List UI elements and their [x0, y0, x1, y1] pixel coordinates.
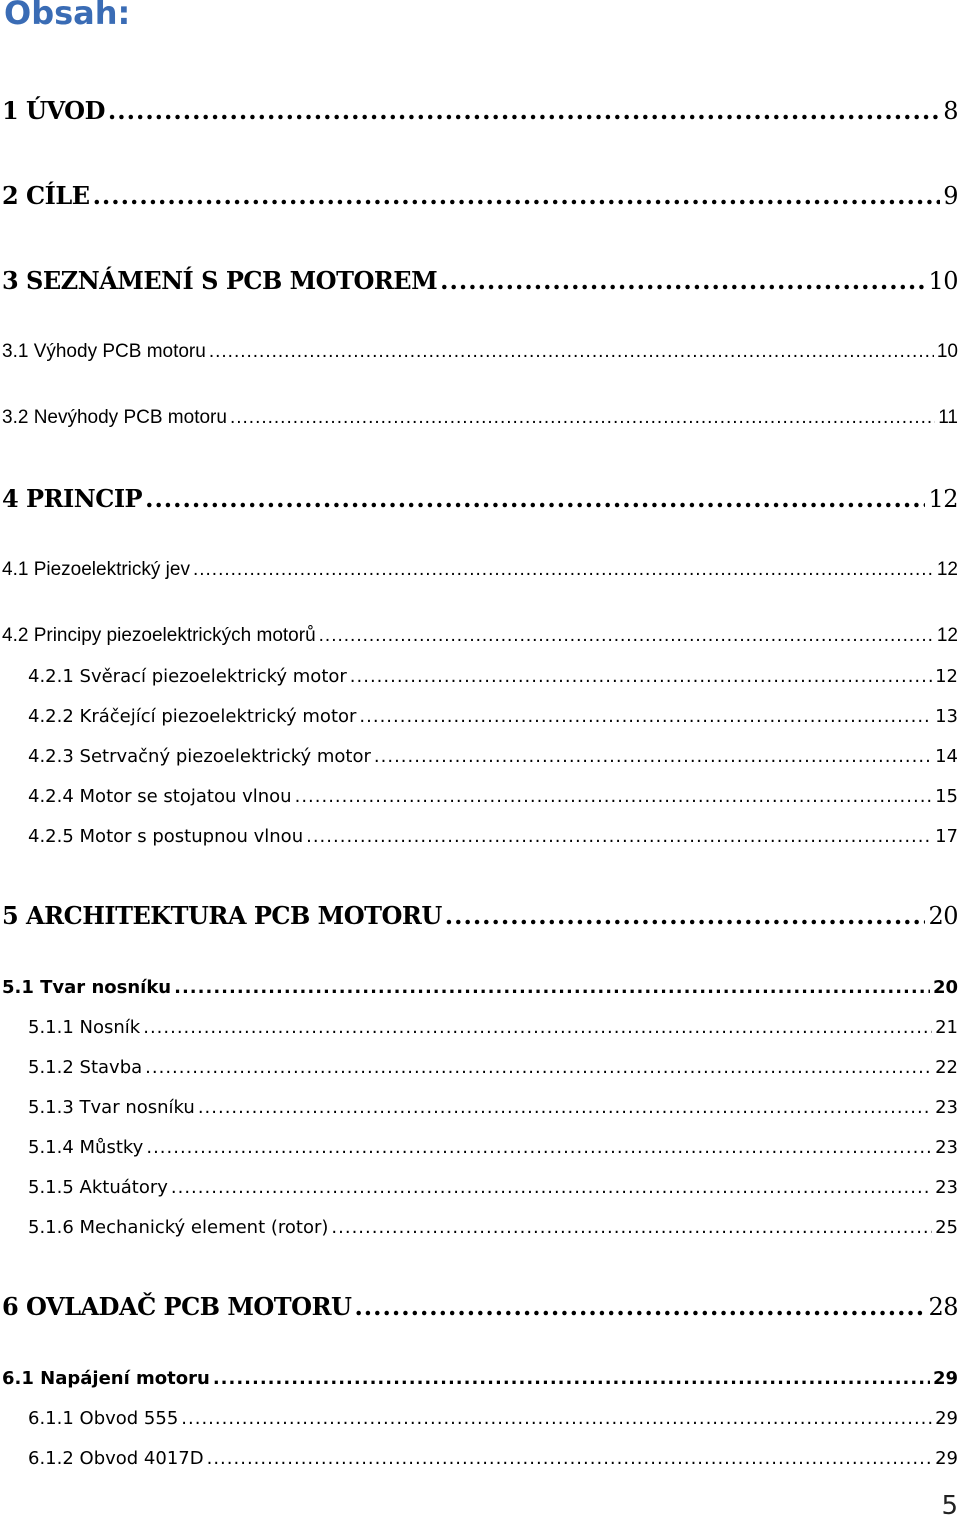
toc-entry-ovladac[interactable] [2, 1292, 958, 1321]
toc-entry-page: 29 [935, 1448, 958, 1469]
toc-entry-nevyhody[interactable] [2, 407, 958, 429]
toc-entry-princip[interactable] [2, 484, 958, 513]
toc-entry-label: 5.1 Tvar nosníku [2, 977, 172, 998]
toc-entry-page: 25 [935, 1217, 958, 1238]
toc-leader-dots [174, 977, 930, 998]
toc-entry-label: 6.1.2 Obvod 4017D [28, 1448, 204, 1469]
toc-leader-dots [359, 706, 932, 727]
toc-leader-dots [143, 1017, 932, 1038]
toc-entry-label: 4.2.1 Svěrací piezoelektrický motor [28, 666, 347, 687]
toc-leader-dots [145, 1057, 932, 1078]
toc-entry-piezo-jev[interactable] [2, 559, 958, 581]
toc-entry-label: 4.2.4 Motor se stojatou vlnou [28, 786, 292, 807]
toc-leader-dots [93, 181, 941, 210]
toc-entry-rotor[interactable] [28, 1217, 958, 1238]
toc-entry-kracejici[interactable] [28, 706, 958, 727]
toc-entry-stavba[interactable] [28, 1057, 958, 1078]
toc-entry-label: 6 OVLADAČ PCB MOTORU [2, 1292, 352, 1321]
toc-entry-vyhody[interactable] [2, 341, 958, 363]
toc-entry-page: 23 [935, 1137, 958, 1158]
toc-entry-page: 12 [935, 666, 958, 687]
toc-entry-label: 4 PRINCIP [2, 484, 143, 513]
toc-heading: Obsah: [4, 0, 131, 32]
toc-leader-dots [146, 1137, 932, 1158]
toc-entry-label: 5.1.6 Mechanický element (rotor) [28, 1217, 329, 1238]
toc-entry-label: 3.2 Nevýhody PCB motoru [2, 407, 227, 428]
toc-leader-dots [198, 1097, 932, 1118]
toc-entry-nosnik[interactable] [28, 1017, 958, 1038]
toc-leader-dots [319, 625, 934, 647]
toc-leader-dots [440, 266, 925, 295]
toc-leader-dots [374, 746, 932, 767]
toc-entry-seznameni[interactable] [2, 266, 958, 295]
toc-entry-page: 20 [928, 902, 958, 930]
toc-entry-page: 12 [928, 485, 958, 513]
toc-entry-stojata-vlna[interactable] [28, 786, 958, 807]
toc-entry-page: 12 [936, 625, 958, 646]
toc-leader-dots [171, 1177, 932, 1198]
page-number: 5 [941, 1491, 958, 1521]
toc-entry-page: 8 [943, 97, 958, 125]
toc-leader-dots [193, 559, 934, 581]
toc-leader-dots [213, 1368, 930, 1389]
toc-entry-label: 5 ARCHITEKTURA PCB MOTORU [2, 901, 442, 930]
toc-entry-aktuatory[interactable] [28, 1177, 958, 1198]
toc-leader-dots [331, 1217, 932, 1238]
toc-entry-setrvacny[interactable] [28, 746, 958, 767]
toc-entry-page: 23 [935, 1177, 958, 1198]
toc-entry-label: 4.2.3 Setrvačný piezoelektrický motor [28, 746, 371, 767]
toc-entry-label: 3.1 Výhody PCB motoru [2, 341, 206, 362]
toc-entry-tvar-nosniku-sub[interactable] [28, 1097, 958, 1118]
toc-leader-dots [230, 407, 935, 429]
toc-entry-page: 22 [935, 1057, 958, 1078]
toc-entry-label: 4.1 Piezoelektrický jev [2, 559, 190, 580]
toc-entry-page: 12 [936, 559, 958, 580]
toc-entry-sveraci[interactable] [28, 666, 958, 687]
toc-leader-dots [108, 96, 940, 125]
toc-leader-dots [209, 341, 934, 363]
toc-entry-label: 4.2 Principy piezoelektrických motorů [2, 625, 316, 646]
toc-entry-page: 23 [935, 1097, 958, 1118]
toc-entry-page: 29 [935, 1408, 958, 1429]
toc-entry-page: 13 [935, 706, 958, 727]
toc-entry-uvod[interactable] [2, 96, 958, 125]
toc-entry-obvod-555[interactable] [28, 1408, 958, 1429]
toc-entry-page: 20 [932, 977, 958, 998]
toc-leader-dots [350, 666, 932, 687]
toc-entry-page: 10 [936, 341, 958, 362]
toc-entry-page: 10 [928, 267, 958, 295]
toc-entry-label: 5.1.5 Aktuátory [28, 1177, 168, 1198]
toc-leader-dots [181, 1408, 932, 1429]
toc-entry-label: 4.2.5 Motor s postupnou vlnou [28, 826, 304, 847]
toc-leader-dots [207, 1448, 932, 1469]
toc-entry-tvar-nosniku[interactable] [2, 977, 958, 998]
toc-entry-page: 28 [928, 1293, 958, 1321]
toc-entry-mustky[interactable] [28, 1137, 958, 1158]
toc-entry-label: 5.1.4 Můstky [28, 1137, 144, 1158]
toc-entry-page: 29 [932, 1368, 958, 1389]
toc-entry-label: 2 CÍLE [2, 181, 90, 210]
toc-leader-dots [145, 484, 925, 513]
toc-entry-label: 5.1.2 Stavba [28, 1057, 143, 1078]
toc-entry-label: 4.2.2 Kráčející piezoelektrický motor [28, 706, 357, 727]
toc-leader-dots [354, 1292, 925, 1321]
toc-entry-page: 17 [935, 826, 958, 847]
toc-entry-page: 14 [935, 746, 958, 767]
toc-entry-cile[interactable] [2, 181, 958, 210]
toc-leader-dots [445, 901, 926, 930]
toc-leader-dots [295, 786, 933, 807]
toc-entry-label: 5.1.3 Tvar nosníku [28, 1097, 195, 1118]
toc-entry-page: 9 [943, 182, 958, 210]
toc-entry-page: 21 [935, 1017, 958, 1038]
toc-entry-principy[interactable] [2, 625, 958, 647]
toc-entry-obvod-4017d[interactable] [28, 1448, 958, 1469]
toc-entry-label: 6.1.1 Obvod 555 [28, 1408, 179, 1429]
toc-entry-label: 3 SEZNÁMENÍ S PCB MOTOREM [2, 266, 438, 295]
toc-leader-dots [306, 826, 932, 847]
toc-entry-page: 15 [935, 786, 958, 807]
toc-entry-label: 1 ÚVOD [2, 96, 105, 125]
toc-entry-architektura[interactable] [2, 901, 958, 930]
toc-entry-postupna-vlna[interactable] [28, 826, 958, 847]
toc-entry-page: 11 [938, 407, 958, 428]
toc-entry-label: 6.1 Napájení motoru [2, 1368, 210, 1389]
toc-entry-label: 5.1.1 Nosník [28, 1017, 141, 1038]
toc-entry-napajeni[interactable] [2, 1368, 958, 1389]
